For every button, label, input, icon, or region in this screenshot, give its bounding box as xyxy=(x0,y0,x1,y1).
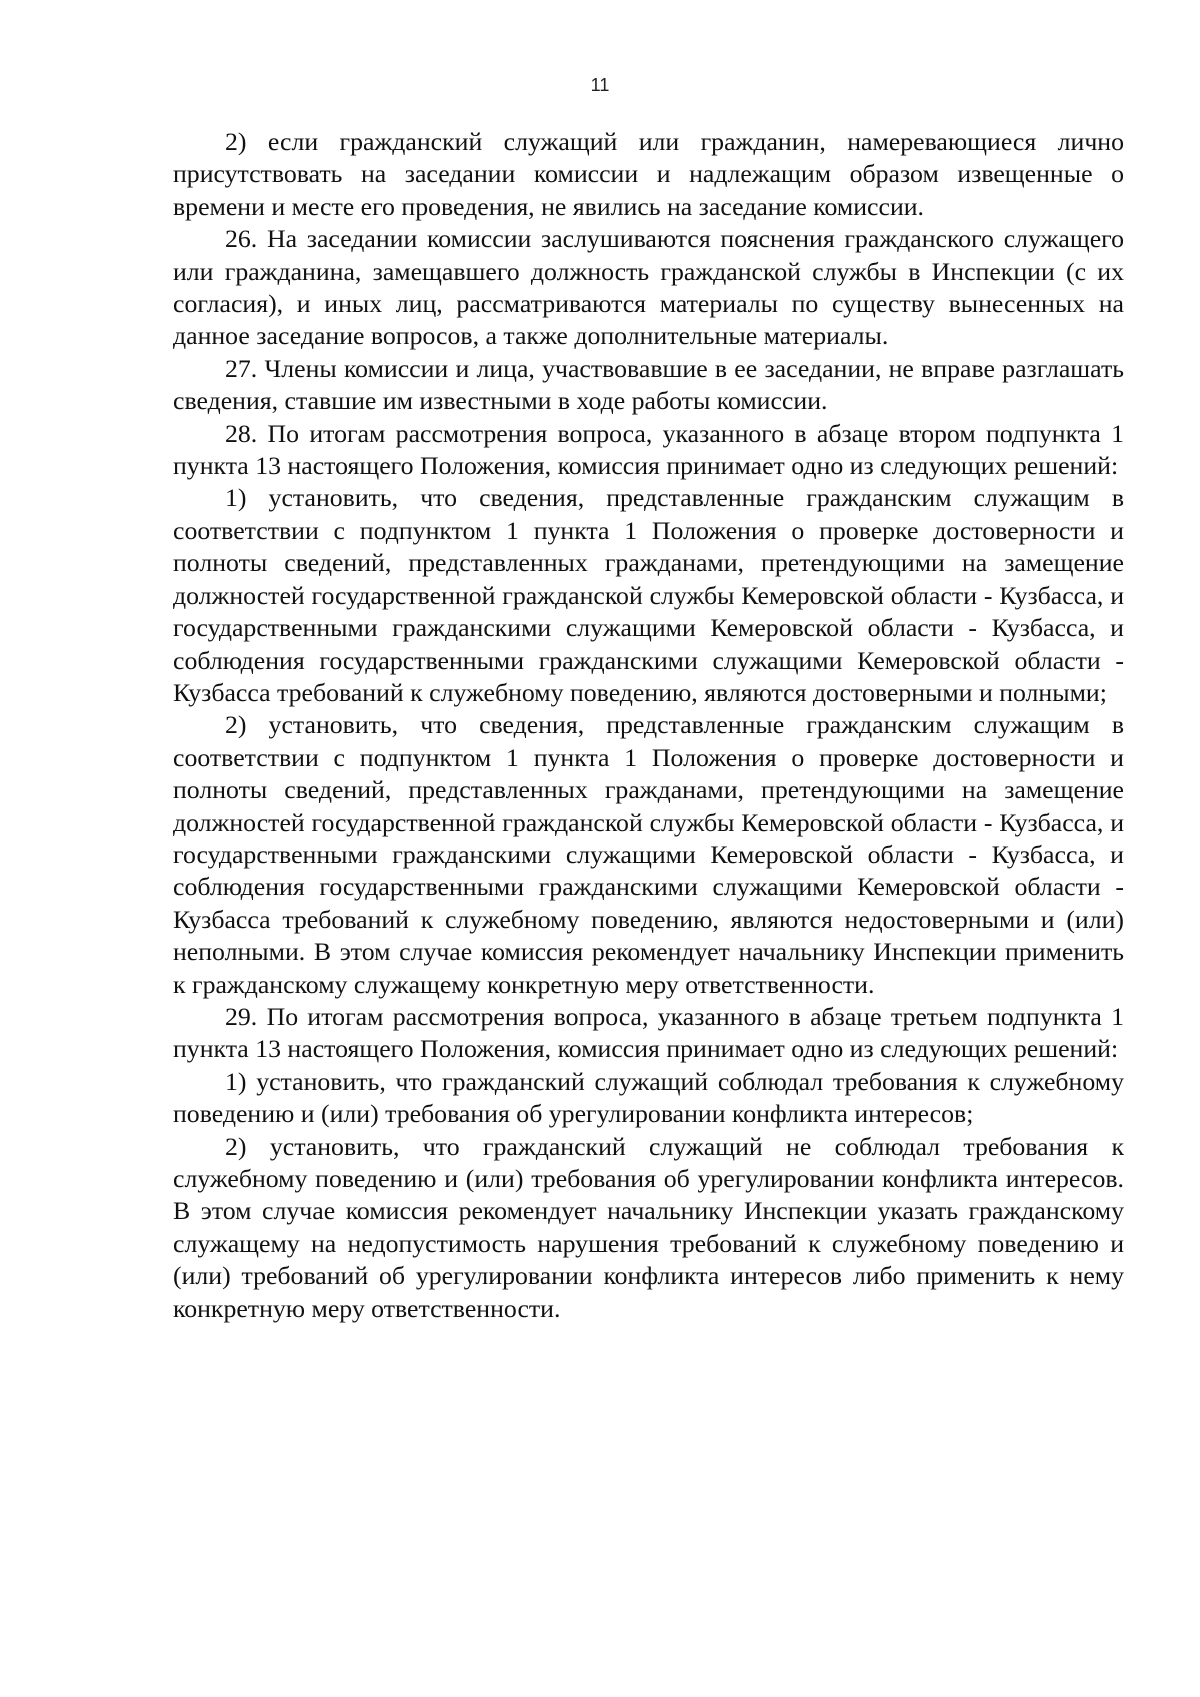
paragraph-item-29: 29. По итогам рассмотрения вопроса, указанного в абзаце третьем подпункта 1 пункта 13 настоящего Положения, комиссия принимает одно из следующих решений: xyxy=(173,1001,1124,1064)
paragraph-item-26: 26. На заседании комиссии заслушиваются пояснения гражданского служащего или гражданина, замещавшего должность гражданской службы в Инспекции (с их согласия), и иных лиц, рассматриваются материалы по существу вынесенных на данное заседание вопросов, а также дополнительные материалы. xyxy=(173,224,1124,351)
paragraph-subitem-2-absence: 2) если гражданский служащий или гражданин, намеревающиеся лично присутствовать на заседании комиссии и надлежащим образом извещенные о времени и месте его проведения, не явились на заседание комиссии. xyxy=(173,127,1124,221)
paragraph-item-28-subitem-2: 2) установить, что сведения, представленные гражданским служащим в соответствии с подпунктом 1 пункта 1 Положения о проверке достоверности и полноты сведений, представленных гражданами, претендующими на замещение должностей государственной гражданской службы Кемеровской области - Кузбасса, и государственными гражданскими служащими Кемеровской области - Кузбасса, и соблюдения государственными гражданскими служащими Кемеровской области - Кузбасса требований к служебному поведению, являются недостоверными и (или) неполными. В этом случае комиссия рекомендует начальнику Инспекции применить к гражданскому служащему конкретную меру ответственности. xyxy=(173,710,1124,999)
paragraph-item-29-subitem-2: 2) установить, что гражданский служащий не соблюдал требования к служебному поведению и (или) требования об урегулировании конфликта интересов. В этом случае комиссия рекомендует начальнику Инспекции указать гражданскому служащему на недопустимость нарушения требований к служебному поведению и (или) требований об урегулировании конфликта интересов либо применить к нему конкретную меру ответственности. xyxy=(173,1131,1124,1323)
paragraph-item-27: 27. Члены комиссии и лица, участвовавшие в ее заседании, не вправе разглашать сведения, ставшие им известными в ходе работы комиссии. xyxy=(173,353,1124,416)
paragraph-item-29-subitem-1: 1) установить, что гражданский служащий соблюдал требования к служебному поведению и (или) требования об урегулировании конфликта интересов; xyxy=(173,1066,1124,1129)
page-number: 11 xyxy=(590,75,610,95)
document-body xyxy=(173,126,1124,1325)
paragraph-item-28: 28. По итогам рассмотрения вопроса, указанного в абзаце втором подпункта 1 пункта 13 настоящего Положения, комиссия принимает одно из следующих решений: xyxy=(173,418,1124,481)
paragraph-item-28-subitem-1: 1) установить, что сведения, представленные гражданским служащим в соответствии с подпунктом 1 пункта 1 Положения о проверке достоверности и полноты сведений, представленных гражданами, претендующими на замещение должностей государственной гражданской службы Кемеровской области - Кузбасса, и государственными гражданскими служащими Кемеровской области - Кузбасса, и соблюдения государственными гражданскими служащими Кемеровской области - Кузбасса требований к служебному поведению, являются достоверными и полными; xyxy=(173,483,1124,707)
